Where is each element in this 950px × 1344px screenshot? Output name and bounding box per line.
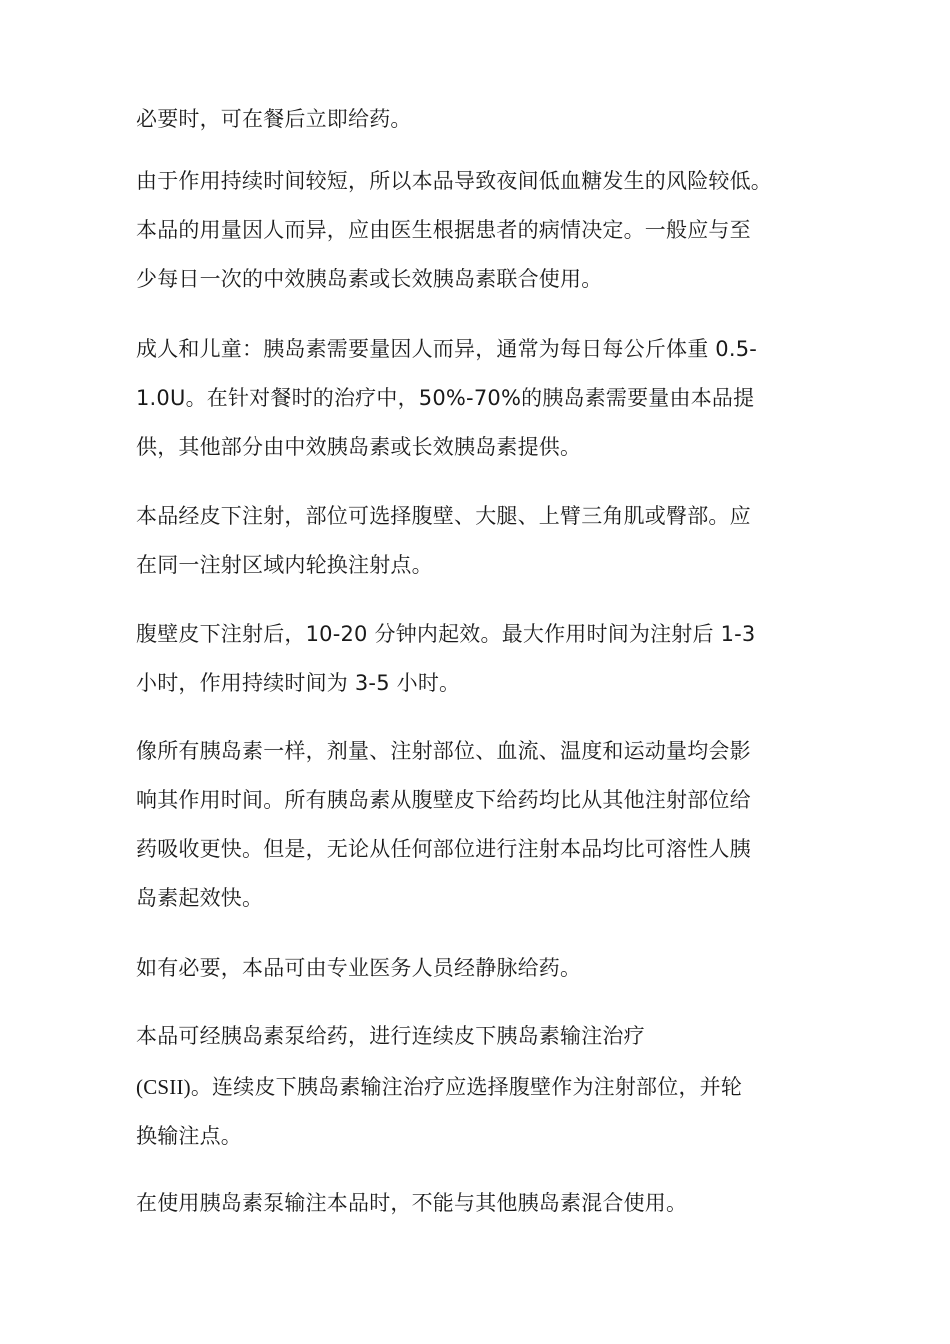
text-line: 岛素起效快。 — [136, 886, 264, 910]
text-line: 必要时，可在餐后立即给药。 — [136, 107, 412, 131]
text-line: 1.0U。在针对餐时的治疗中，50%-70%的胰岛素需要量由本品提 — [136, 386, 755, 410]
text-line: 本品经皮下注射，部位可选择腹壁、大腿、上臂三角肌或臀部。应 — [136, 504, 751, 528]
text-line-rest: 。连续皮下胰岛素输注治疗应选择腹壁作为注射部位，并轮 — [190, 1075, 743, 1099]
text-line: 本品的用量因人而异，应由医生根据患者的病情决定。一般应与至 — [136, 218, 751, 242]
text-line: 小时，作用持续时间为 3-5 小时。 — [136, 671, 461, 695]
text-line: 换输注点。 — [136, 1124, 242, 1148]
text-line: 由于作用持续时间较短，所以本品导致夜间低血糖发生的风险较低。 — [136, 169, 772, 193]
text-line: 供，其他部分由中效胰岛素或长效胰岛素提供。 — [136, 435, 582, 459]
text-line: 像所有胰岛素一样，剂量、注射部位、血流、温度和运动量均会影 — [136, 739, 751, 763]
text-line: 少每日一次的中效胰岛素或长效胰岛素联合使用。 — [136, 267, 603, 291]
text-line: 在使用胰岛素泵输注本品时，不能与其他胰岛素混合使用。 — [136, 1191, 688, 1215]
text-line: 腹壁皮下注射后，10-20 分钟内起效。最大作用时间为注射后 1-3 — [136, 622, 756, 646]
text-line: 如有必要，本品可由专业医务人员经静脉给药。 — [136, 956, 582, 980]
csii-abbreviation: (CSII) — [136, 1075, 191, 1099]
text-line: 在同一注射区域内轮换注射点。 — [136, 553, 433, 577]
text-line — [136, 1072, 742, 1102]
text-line: 本品可经胰岛素泵给药，进行连续皮下胰岛素输注治疗 — [136, 1024, 645, 1048]
text-line: 成人和儿童：胰岛素需要量因人而异，通常为每日每公斤体重 0.5- — [136, 337, 758, 361]
text-line: 药吸收更快。但是，无论从任何部位进行注射本品均比可溶性人胰 — [136, 837, 751, 861]
text-line: 响其作用时间。所有胰岛素从腹壁皮下给药均比从其他注射部位给 — [136, 788, 751, 812]
